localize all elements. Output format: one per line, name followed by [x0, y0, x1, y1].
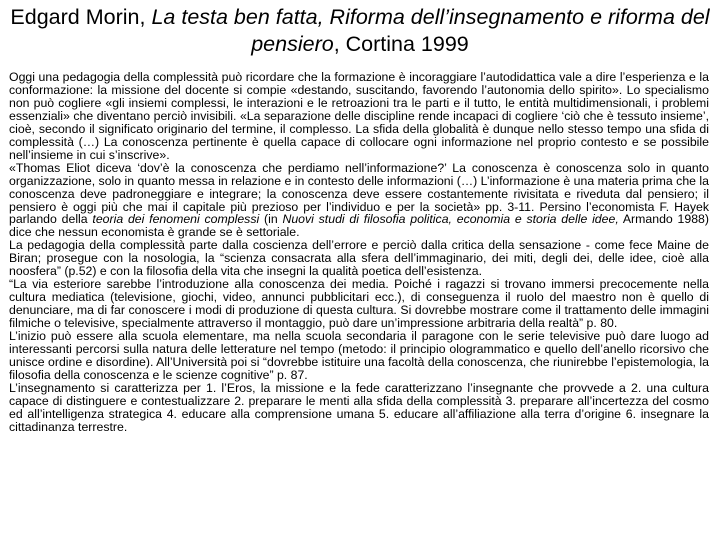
paragraph-2-part-a: «Thomas Eliot diceva ‘dov’è la conoscenza che perdiamo nell’informazione?’ La conoscenza è conoscenza solo in quanto organizzazione, solo in quanto messa in relazione e in contesto delle informazioni (…) L’informazione è una materia prima che la conoscenza deve padroneggiare e integrare; la conoscenza deve essere costantemente rivisitata e riveduta dal pensiero; il pensiero è oggi più che mai il capitale più prezioso per l’individuo e per la società» pp. 3-11. Persino l’economista F. Hayek parlando della — [9, 160, 709, 227]
paragraph-2-italic-1: teoria dei fenomeni complessi — [92, 212, 260, 227]
paragraph-2-part-c: Armando 1988) dice che nessun economista è grande se è settoriale. — [9, 212, 709, 240]
paragraph-1: Oggi una pedagogia della complessità può ricordare che la formazione è incoraggiare l’autodidattica vale a dire l’esperienza e la conformazione: la missione del docente si compie «destando, suscitando, favorendo l’autonomia dello spirito». Lo specialismo non può cogliere «gli insiemi complessi, le interazioni e le retroazioni tra le parti e il tutto, le entità multidimensionali, i problemi essenziali» che diventano perciò invisibili. «La separazione delle discipline rende incapaci di cogliere ‘ciò che è tessuto insieme’, cioè, secondo il significato originario del termine, il complesso. La sfida della globalità è dunque nello stesso tempo una sfida di complessità (…) La conoscenza pertinente è quella capace di collocare ogni informazione nel proprio contesto e se possibile nell’insieme in cui s’inscrive». — [9, 70, 709, 162]
title-publisher: , Cortina 1999 — [333, 32, 469, 56]
body-text — [9, 71, 709, 434]
title-author: Edgard Morin, — [10, 5, 146, 29]
paragraph-2-italic-2: Nuovi studi di filosofia politica, economia e storia delle idee, — [282, 212, 619, 227]
paragraph-5: L’inizio può essere alla scuola elementare, ma nella scuola secondaria il paragone con le serie televisive può dare luogo ad interessanti percorsi sulla natura delle letterature nel tempo (metodo: il principio ologrammatico e quello dell’anello ricorsivo che unisce ordine e disordine). All’Università poi si “dovrebbe istituire una facoltà della conoscenza, che riunirebbe l’epistemologia, la filosofia della conoscenza e le scienze cognitive” p. 87. — [9, 329, 709, 382]
page-title — [0, 4, 720, 58]
title-book: La testa ben fatta, Riforma dell’insegnamento e riforma del pensiero — [151, 5, 710, 56]
paragraph-2-part-b: (in — [259, 212, 283, 227]
paragraph-6: L’insegnamento si caratterizza per 1. l’Eros, la missione e la fede caratterizzano l’insegnante che provvede a 2. una cultura capace di distinguere e contestualizzare 2. preparare le menti alla sfida della complessità 3. preparare all’incertezza del cosmo ed all’intelligenza strategica 4. educare alla comprensione umana 5. educare all’affiliazione alla terra d’origine 6. insegnare la cittadinanza terrestre. — [9, 380, 709, 434]
paragraph-4: “La via esteriore sarebbe l’introduzione alla conoscenza dei media. Poiché i ragazzi si trovano immersi precocemente nella cultura mediatica (televisione, giochi, video, annunci pubblicitari ecc.), di conseguenza il ruolo del maestro non è quello di denunciare, ma di far conoscere i modi di produzione di questa cultura. Si dovrebbe mostrare come il trattamento delle immagini filmiche o televisive, specialmente attraverso il montaggio, può dare un’impressione arbitraria della realtà” p. 80. — [9, 277, 709, 331]
paragraph-2 — [9, 162, 709, 240]
paragraph-3: La pedagogia della complessità parte dalla coscienza dell’errore e perciò dalla critica della sensazione - come fece Maine de Biran; prosegue con la nosologia, la “scienza consacrata alla sfera dell’immaginario, dei miti, degli dei, delle idee, cioè alla noosfera” (p.52) e con la filosofia della vita che insegni la qualità poetica dell’esistenza. — [9, 238, 709, 279]
